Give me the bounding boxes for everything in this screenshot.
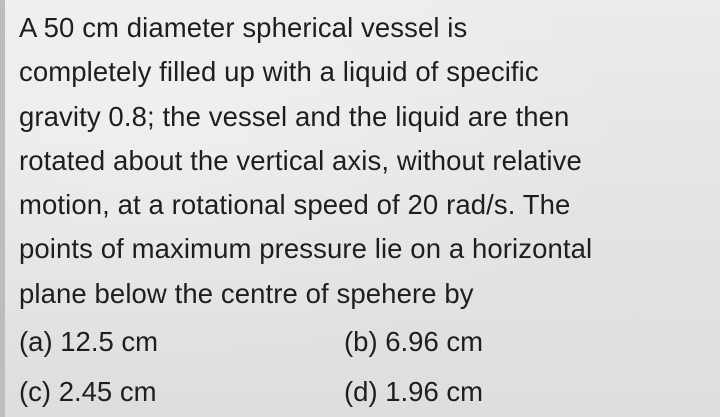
- question-line: points of maximum pressure lie on a horizontal: [19, 233, 593, 265]
- question-line: motion, at a rotational speed of 20 rad/s. The: [19, 189, 571, 221]
- question-line: rotated about the vertical axis, without relative: [19, 144, 582, 176]
- question-line: A 50 cm diameter spherical vessel is: [19, 12, 468, 43]
- question-line: completely filled up with a liquid of specific: [19, 56, 539, 88]
- question-line: plane below the centre of spehere by: [19, 277, 474, 309]
- question-line: gravity 0.8; the vessel and the liquid are then: [19, 100, 570, 132]
- option-b: (b) 6.96 cm: [344, 326, 484, 357]
- answer-options: [19, 322, 699, 417]
- margin-line: [0, 0, 5, 417]
- option-c: (c) 2.45 cm: [19, 376, 157, 407]
- option-a: (a) 12.5 cm: [19, 326, 159, 357]
- question-text: [19, 6, 699, 316]
- option-d: (d) 1.96 cm: [344, 376, 484, 407]
